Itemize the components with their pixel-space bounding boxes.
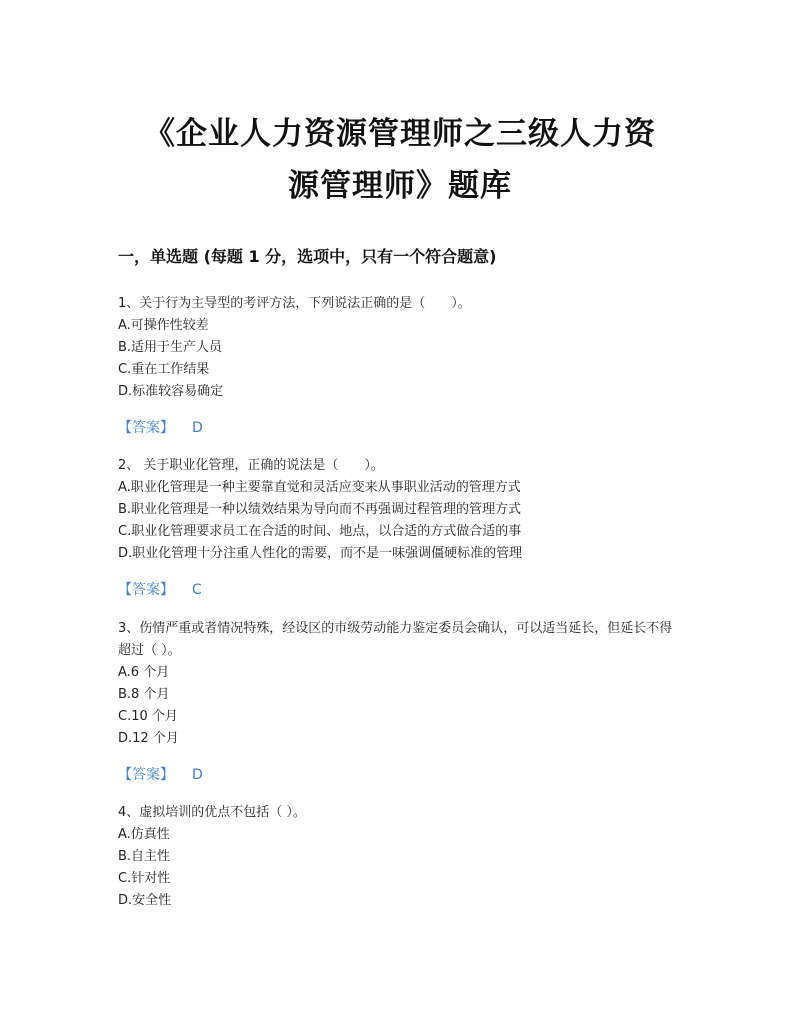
section-heading: 一，单选题 (每题 1 分，选项中，只有一个符合题意) <box>118 247 497 266</box>
option-d: D.职业化管理十分注重人性化的需要，而不是一味强调僵硬标准的管理 <box>118 546 523 561</box>
title-line-1: 《企业人力资源管理师之三级人力资 <box>144 116 656 152</box>
option-d: D.安全性 <box>118 893 172 908</box>
question-2 <box>118 455 678 601</box>
question-stem: 4、虚拟培训的优点不包括（ ）。 <box>118 805 306 820</box>
option-b: B.8 个月 <box>118 687 170 702</box>
answer-label: 【答案】 <box>118 582 174 598</box>
question-4 <box>118 802 678 912</box>
question-stem: 3、伤情严重或者情况特殊，经设区的市级劳动能力鉴定委员会确认，可以适当延长，但延长不得超过（ ）。 <box>118 621 673 658</box>
option-a: A.职业化管理是一种主要靠直觉和灵活应变来从事职业活动的管理方式 <box>118 480 521 495</box>
question-1 <box>118 293 678 439</box>
option-c: C.针对性 <box>118 871 171 886</box>
answer-line <box>118 764 678 786</box>
question-stem: 1、关于行为主导型的考评方法，下列说法正确的是（ ）。 <box>118 296 471 311</box>
answer-value: C <box>192 582 202 598</box>
option-d: D.12 个月 <box>118 731 179 746</box>
option-c: C.10 个月 <box>118 709 178 724</box>
answer-label: 【答案】 <box>118 767 174 783</box>
question-stem: 2、 关于职业化管理，正确的说法是（ ）。 <box>118 458 384 473</box>
option-a: A.6 个月 <box>118 665 170 680</box>
option-d: D.标准较容易确定 <box>118 384 224 399</box>
title-line-2: 源管理师》题库 <box>288 168 512 204</box>
question-3 <box>118 618 678 786</box>
answer-label: 【答案】 <box>118 420 174 436</box>
answer-line <box>118 417 678 439</box>
document-title <box>110 108 690 212</box>
option-c: C.职业化管理要求员工在合适的时间、地点，以合适的方式做合适的事 <box>118 524 522 539</box>
answer-value: D <box>192 767 203 783</box>
option-b: B.自主性 <box>118 849 171 864</box>
option-a: A.可操作性较差 <box>118 318 209 333</box>
option-b: B.职业化管理是一种以绩效结果为导向而不再强调过程管理的管理方式 <box>118 502 522 517</box>
option-b: B.适用于生产人员 <box>118 340 223 355</box>
answer-value: D <box>192 420 203 436</box>
option-c: C.重在工作结果 <box>118 362 210 377</box>
option-a: A.仿真性 <box>118 827 170 842</box>
answer-line <box>118 579 678 601</box>
